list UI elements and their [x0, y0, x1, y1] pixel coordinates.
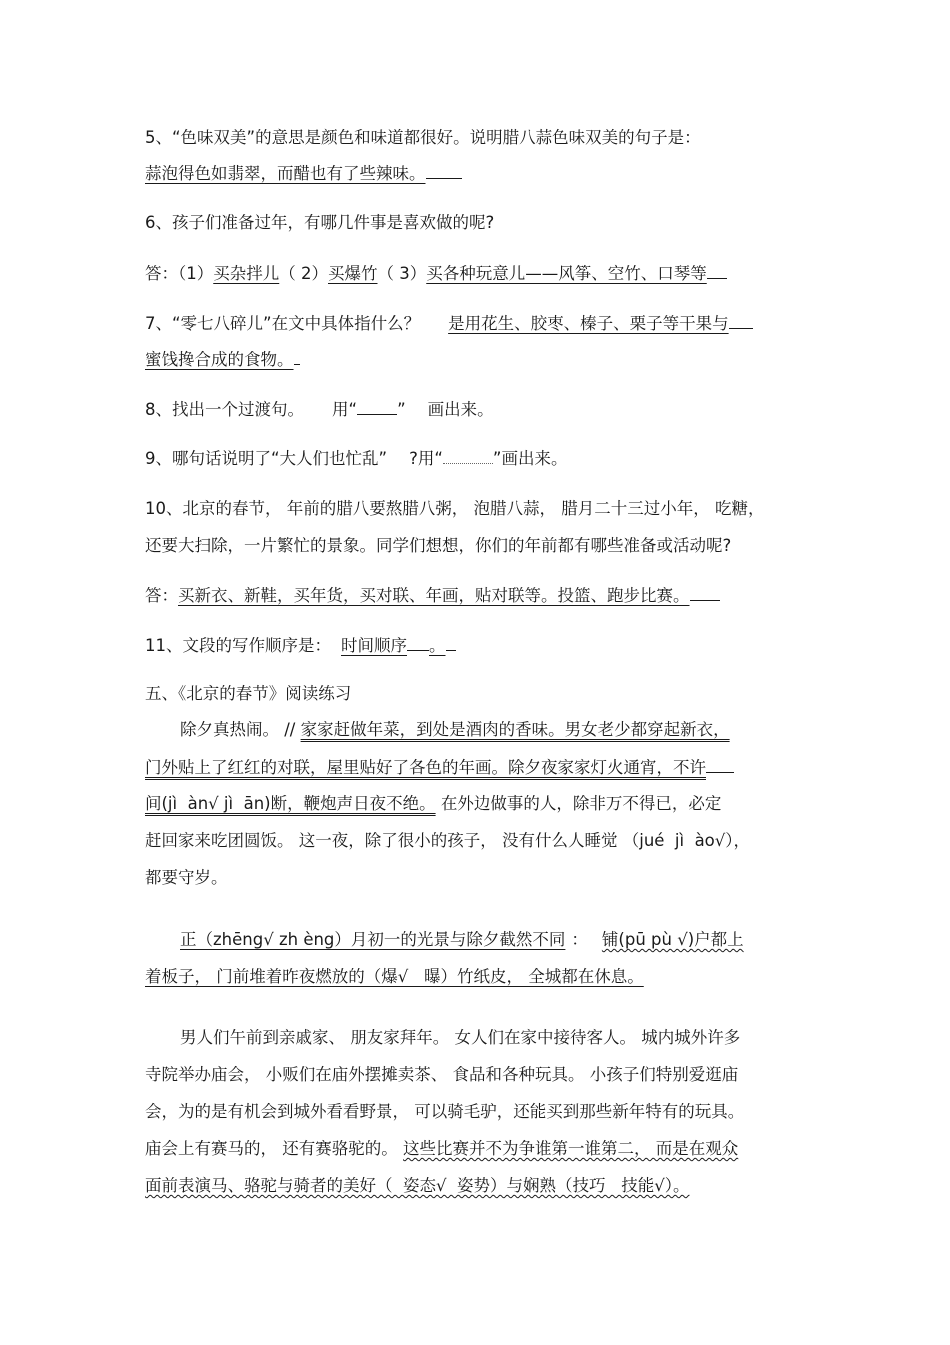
question-9-blank [443, 449, 493, 464]
answer-7-rule-1 [729, 312, 753, 329]
answer-10-rule [690, 584, 720, 601]
passage-1-line-2-rule [706, 756, 734, 773]
passage-1-line-3 [145, 793, 721, 815]
answer-6-item-1: 买杂拌儿 [213, 264, 280, 283]
passage-1-line-1a: 除夕真热闹。 // [180, 720, 301, 739]
passage-1-line-2-text: 门外贴上了红红的对联，屋里贴好了各色的年画。除夕夜家家灯火通宵，不许 [145, 758, 706, 777]
question-8-text: 8、找出一个过渡句。 [145, 400, 304, 419]
question-9-text-c: ”画出来。 [492, 449, 568, 468]
answer-11-rule [407, 634, 429, 651]
passage-2-line-1c: 铺(pū pù √)户都上 [601, 930, 744, 949]
question-9-text-b: ?用“ [409, 449, 443, 468]
passage-3-line-5 [145, 1175, 690, 1197]
question-7-text: 7、“零七八碎儿”在文中具体指什么？ [145, 314, 421, 333]
answer-7 [145, 348, 300, 371]
passage-3-line-3: 会，为的是有机会到城外看看野景， 可以骑毛驴，还能买到那些新年特有的玩具。 [145, 1102, 745, 1121]
answer-10-prefix: 答： [145, 586, 178, 605]
passage-2-line-2-text: 着板子， 门前堆着昨夜燃放的（爆√ 曝）竹纸皮， 全城都在休息。 [145, 967, 644, 986]
question-5: 5、“色味双美”的意思是颜色和味道都很好。说明腊八蒜色味双美的句子是： [145, 128, 701, 147]
question-11 [145, 634, 456, 657]
question-8-blank [357, 398, 397, 415]
passage-1-line-2 [145, 756, 734, 779]
answer-10 [145, 584, 720, 607]
passage-3-line-4 [145, 1138, 738, 1160]
answer-6-item-2: 买爆竹 [328, 264, 378, 283]
passage-1-line-3b: 在外边做事的人，除非万不得已，必定 [435, 794, 722, 813]
passage-1-line-4: 赶回家来吃团圆饭。 这一夜，除了很小的孩子， 没有什么人睡觉 （jué jì ào√）， [145, 831, 751, 850]
answer-7-rule-2 [294, 348, 300, 365]
answer-11-end: 。 [429, 636, 446, 655]
section-heading: 五、《北京的春节》阅读练习 [145, 684, 352, 703]
passage-1-line-1 [180, 719, 730, 741]
passage-3-line-5-text: 面前表演马、骆驼与骑者的美好（ 姿态√ 姿势）与娴熟（技巧 技能√）。 [145, 1176, 690, 1195]
question-7 [145, 312, 753, 335]
question-10-line-1: 10、北京的春节， 年前的腊八要熬腊八粥， 泡腊八蒜， 腊月二十三过小年， 吃糖， [145, 499, 765, 518]
passage-1-line-5: 都要守岁。 [145, 868, 228, 887]
answer-6-item-3: 买各种玩意儿——风筝、空竹、口琴等 [426, 264, 707, 283]
passage-3-line-4b: 这些比赛并不为争谁第一谁第二， 而是在观众 [403, 1139, 739, 1158]
passage-1-line-3a: 间(jì àn√ jì ān)断，鞭炮声日夜不绝。 [145, 794, 436, 813]
answer-6 [145, 262, 727, 285]
question-8-text-c: ” [397, 400, 406, 419]
passage-3-line-4a: 庙会上有赛马的， 还有赛骆驼的。 [145, 1139, 403, 1158]
passage-2-line-2 [145, 966, 644, 988]
question-10-line-2: 还要大扫除，一片繁忙的景象。同学们想想，你们的年前都有哪些准备或活动呢? [145, 536, 732, 555]
question-9-text: 9、哪句话说明了“大人们也忙乱” [145, 449, 388, 468]
passage-2-line-1 [180, 929, 744, 951]
question-8-text-b: 用“ [332, 400, 358, 419]
question-8 [145, 398, 494, 421]
answer-11: 时间顺序 [341, 636, 407, 655]
answer-7-line-2: 蜜饯搀合成的食物。 [145, 350, 294, 369]
question-9 [145, 448, 567, 470]
answer-7-line-1: 是用花生、胶枣、榛子、栗子等干果与 [448, 314, 729, 333]
answer-6-prefix: 答：（1） [145, 264, 214, 283]
answer-6-mid-1: （ 2） [279, 264, 328, 283]
answer-5-text: 蒜泡得色如翡翠，而醋也有了些辣味。 [145, 164, 426, 183]
question-8-text-d: 画出来。 [427, 400, 494, 419]
answer-6-rule [707, 262, 727, 279]
passage-2-line-1a: 正（zhēng√ zh èng）月初一的光景与除夕截然不同 [180, 930, 566, 949]
passage-2-line-1b: ： [571, 930, 588, 949]
passage-1-line-1b: 家家赶做年菜，到处是酒肉的香味。男女老少都穿起新衣， [300, 720, 730, 739]
passage-3-line-2: 寺院举办庙会， 小贩们在庙外摆摊卖茶、 食品和各种玩具。 小孩子们特别爱逛庙 [145, 1065, 739, 1084]
question-11-text: 11、文段的写作顺序是： [145, 636, 331, 655]
answer-6-mid-2: （ 3） [377, 264, 427, 283]
answer-5-rule [426, 162, 462, 179]
question-6: 6、孩子们准备过年，有哪几件事是喜欢做的呢? [145, 213, 495, 232]
answer-10-text: 买新衣、新鞋，买年货，买对联、年画，贴对联等。投篮、跑步比赛。 [178, 586, 690, 605]
answer-11-rule-end [446, 634, 456, 651]
answer-5 [145, 162, 462, 185]
passage-3-line-1: 男人们午前到亲戚家、 朋友家拜年。 女人们在家中接待客人。 城内城外许多 [180, 1028, 741, 1047]
